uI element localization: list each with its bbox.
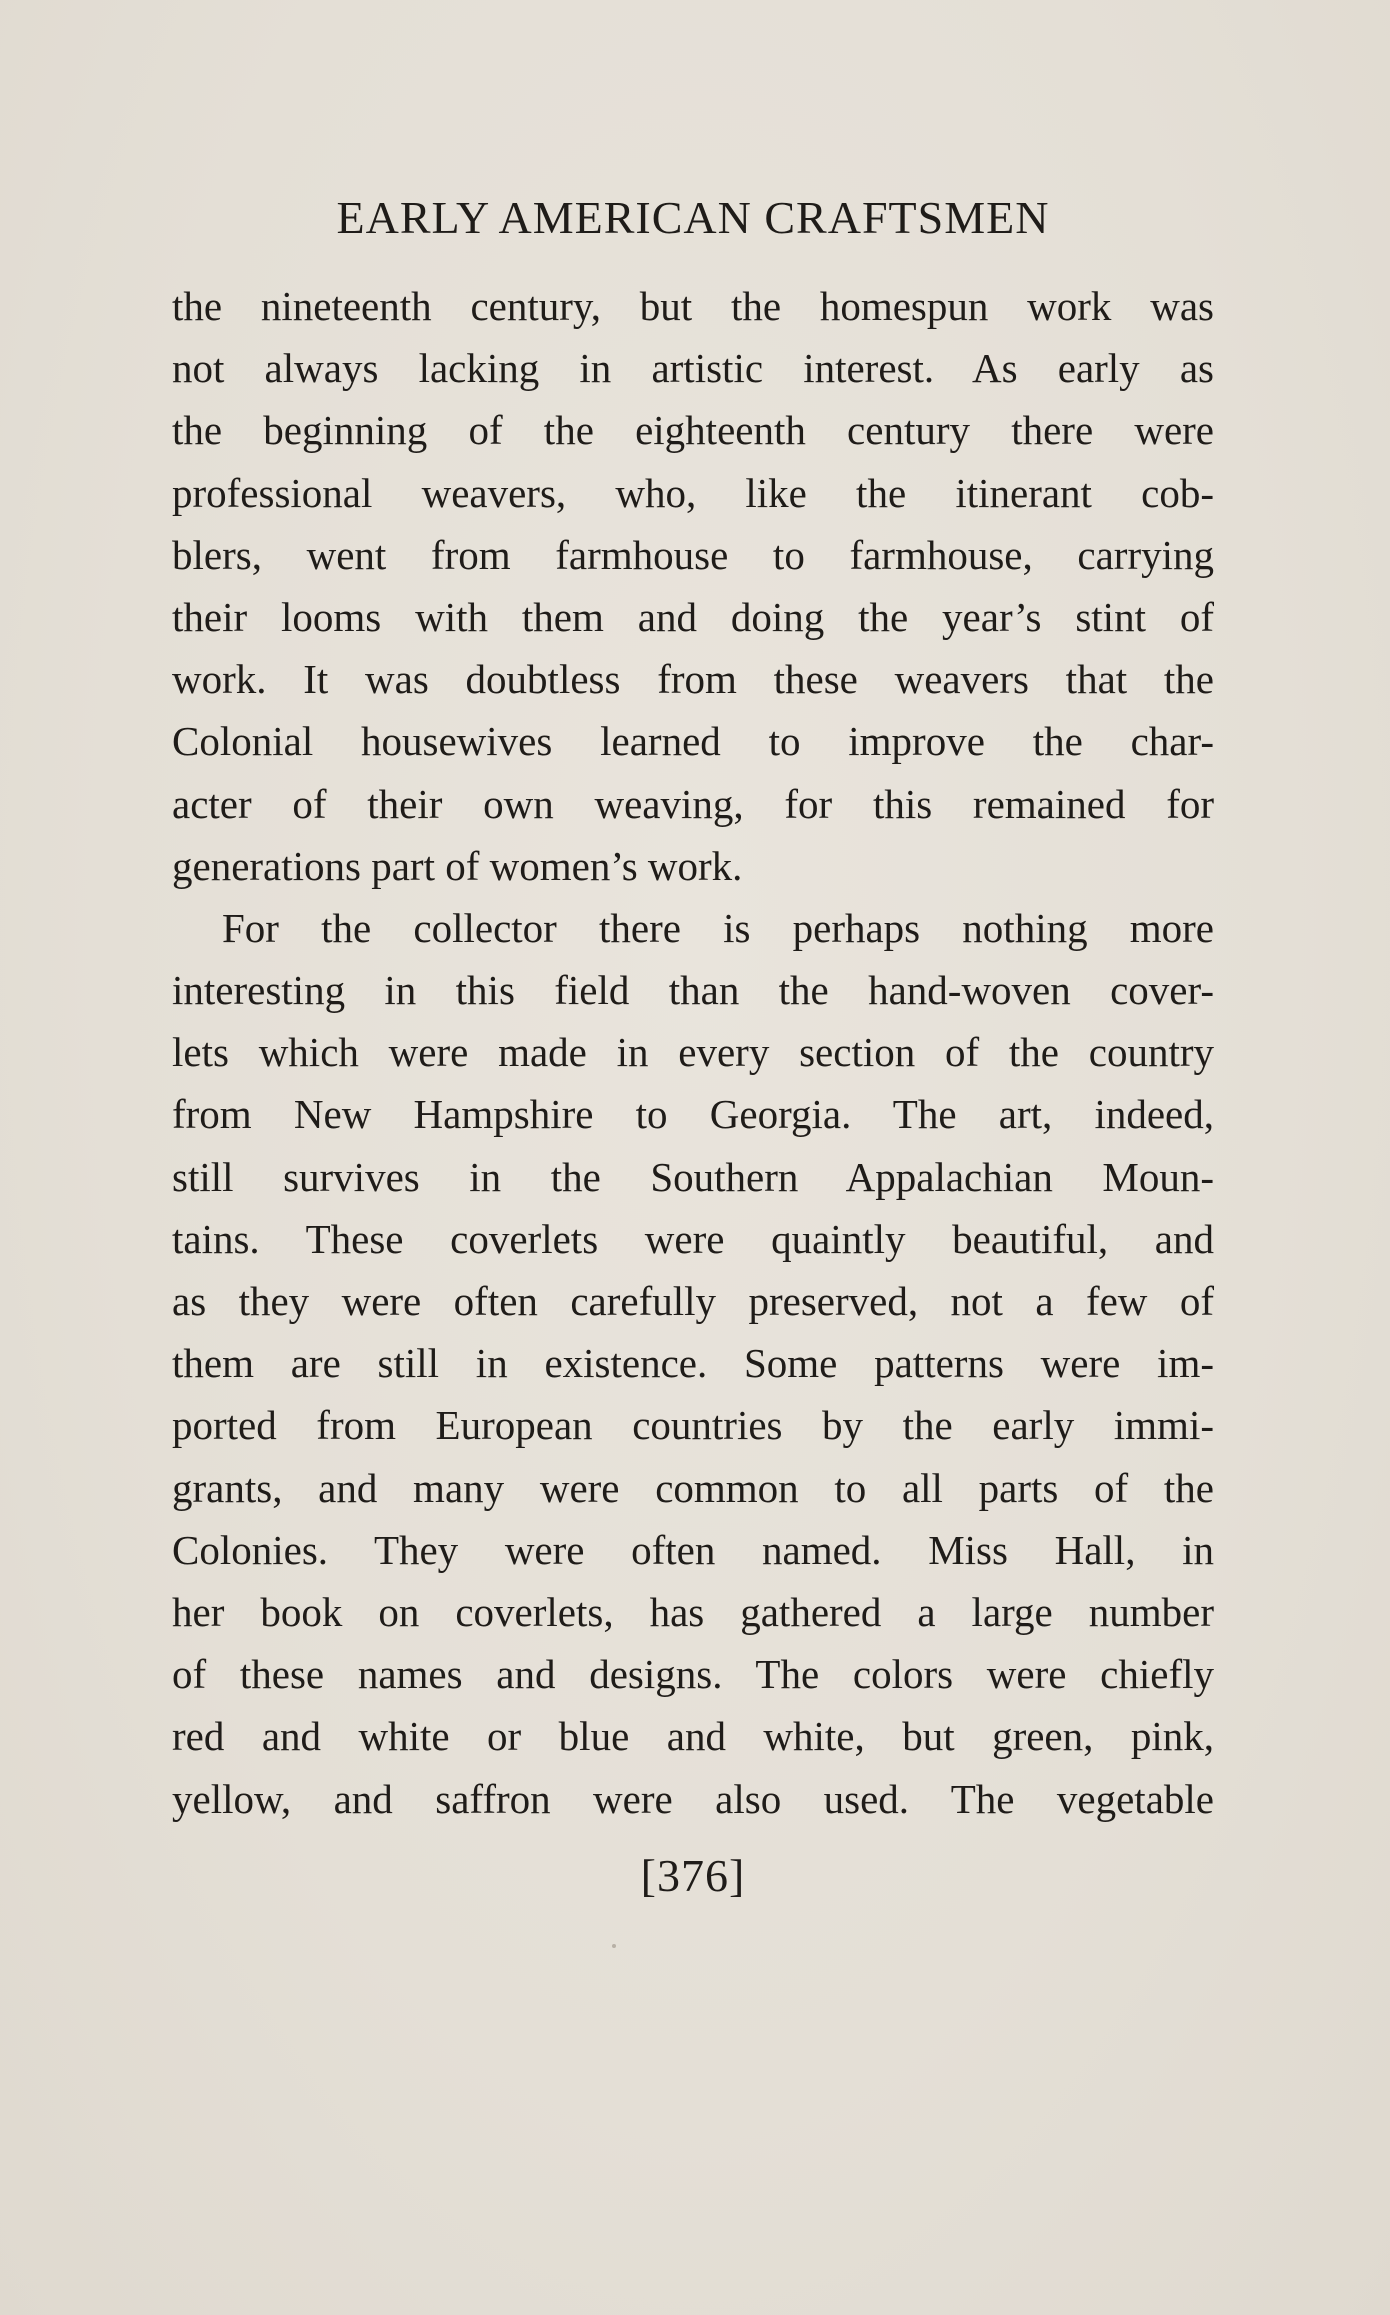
body-text [172,275,1214,1830]
text-line: ported from European countries by the early immi- [172,1402,1214,1449]
text-line: lets which were made in every section of the country [172,1029,1214,1076]
text-line: not always lacking in artistic interest. As early as [172,345,1214,392]
text-line: For the collector there is perhaps nothing more [222,904,1214,951]
text-line: their looms with them and doing the year’s stint of [172,593,1214,640]
text-line: tains. These coverlets were quaintly beautiful, and [172,1215,1214,1262]
text-line: generations part of women’s work. [172,842,743,889]
text-line: interesting in this field than the hand-woven cover- [172,967,1214,1014]
paper-speck [612,1944,616,1948]
text-line: professional weavers, who, like the itinerant cob- [172,469,1214,516]
text-line: acter of their own weaving, for this remained for [172,780,1214,827]
text-line: as they were often carefully preserved, not a few of [172,1278,1214,1324]
text-line: her book on coverlets, has gathered a large number [172,1588,1214,1635]
text-line: from New Hampshire to Georgia. The art, indeed, [172,1091,1214,1138]
text-line: of these names and designs. The colors were chiefly [172,1651,1214,1698]
text-line: Colonial housewives learned to improve the char- [172,718,1214,765]
text-line: them are still in existence. Some patterns were im- [172,1340,1214,1387]
text-line: yellow, and saffron were also used. The vegetable [172,1775,1214,1822]
running-head: EARLY AMERICAN CRAFTSMEN [336,192,1050,243]
text-line: work. It was doubtless from these weavers that the [172,656,1214,703]
text-line: grants, and many were common to all parts of the [172,1464,1214,1511]
text-line: blers, went from farmhouse to farmhouse, carrying [172,531,1214,578]
text-line: the beginning of the eighteenth century there were [172,407,1214,454]
text-line: the nineteenth century, but the homespun work was [172,283,1214,329]
text-line: still survives in the Southern Appalachian Moun- [172,1153,1214,1200]
text-line: red and white or blue and white, but green, pink, [172,1713,1214,1760]
text-line: Colonies. They were often named. Miss Hall, in [172,1526,1214,1573]
page-number: [376] [640,1850,746,1901]
